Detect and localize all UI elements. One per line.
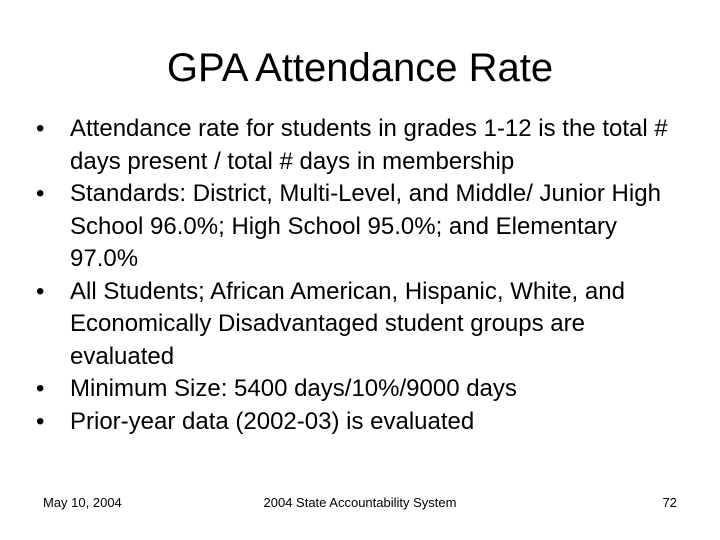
- bullet-item: [36, 373, 686, 406]
- page-number: 72: [662, 495, 677, 510]
- bullet-item: [36, 113, 686, 178]
- bullet-marker: •: [36, 180, 45, 207]
- bullet-item: [36, 178, 686, 276]
- bullet-item: [36, 406, 686, 439]
- bullet-list: [36, 113, 686, 438]
- bullet-item: [36, 276, 686, 374]
- bullet-text: Attendance rate for students in grades 1-12 is the total # days present / total # days in membership: [70, 115, 668, 175]
- bullet-marker: •: [36, 277, 45, 305]
- footer-title: 2004 State Accountability System: [263, 495, 457, 510]
- bullet-text: Minimum Size: 5400 days/10%/9000 days: [70, 375, 517, 402]
- bullet-text: Standards: District, Multi-Level, and Middle/ Junior High School 96.0%; High School 95.0%; and Elementary 97.0%: [70, 180, 661, 272]
- footer-date: May 10, 2004: [43, 495, 122, 510]
- bullet-text: All Students; African American, Hispanic, White, and Economically Disadvantaged student groups are evaluated: [70, 277, 625, 370]
- bullet-text: Prior-year data (2002-03) is evaluated: [70, 407, 475, 435]
- bullet-marker: •: [36, 407, 45, 435]
- bullet-marker: •: [36, 375, 45, 402]
- bullet-marker: •: [36, 115, 45, 142]
- slide-title: GPA Attendance Rate: [166, 46, 554, 90]
